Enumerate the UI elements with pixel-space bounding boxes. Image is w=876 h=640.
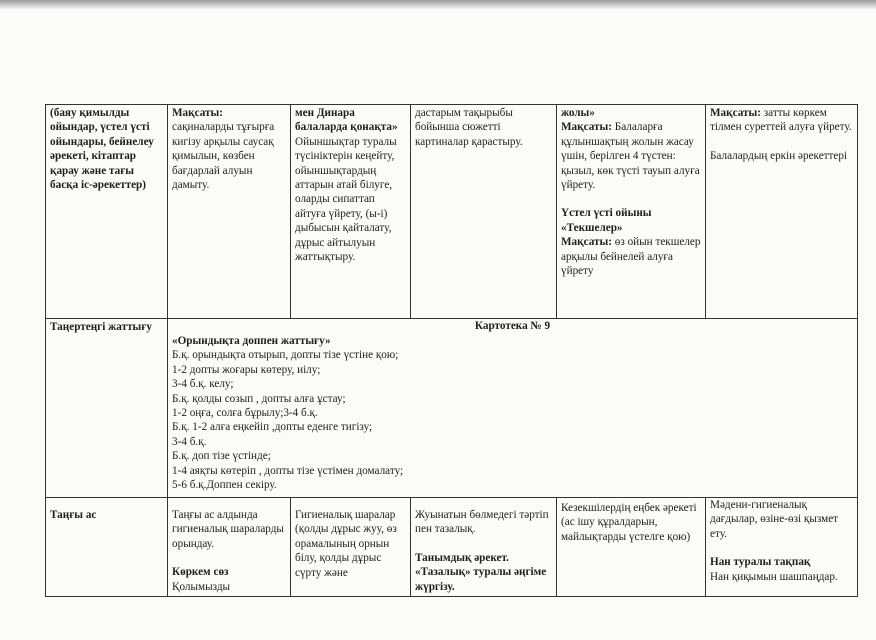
rhyme-text: Нан қиқымын шашпаңдар. [710, 570, 838, 583]
hygiene-text: Таңғы ас алдында гигиеналық шараларды орындау. [172, 509, 284, 550]
scan-edge [0, 0, 876, 9]
exercise-line: Б.қ. орындықта отырып, допты тізе үстіне қою; [172, 349, 399, 362]
row3-label: Таңғы ас [50, 509, 97, 521]
game-title: мен Динара балаларда қонақта» [295, 107, 398, 134]
game-title: жолы» [561, 107, 595, 119]
cognitive-activity: Танымдық әрекет. «Тазалық» туралы әңгіме жүргізу. [415, 551, 547, 593]
table-game-title: Үстел үсті ойыны «Текшелер» [561, 207, 652, 234]
poem-title: Көркем сөз [172, 566, 229, 579]
row1-cell-4 [410, 104, 556, 318]
free-activity-text: Балалардың еркін әрекеттері [710, 149, 848, 162]
order-text: Жуынатын бөлмедегі тәртіп пен тазалық. [415, 509, 549, 536]
exercise-line: Б.қ. доп тізе үстінде; [172, 450, 271, 463]
row1-cell-3 [290, 104, 410, 318]
exercise-line: 1-2 оңға, солға бұрылу;3-4 б.қ. [172, 407, 318, 420]
row1-cell-6 [705, 104, 858, 318]
goal-label: Мақсаты: [710, 107, 761, 119]
row1-cell-5 [556, 104, 705, 318]
row1-cell-2 [167, 104, 290, 318]
row2-label: Таңертеңгі жаттығу [50, 321, 152, 333]
skills-text: Мәдени-гигиеналық дағдылар, өзіне-өзі қызмет ету. [710, 499, 839, 540]
goal-text: затты көркем тілмен суреттей алуға үйрету. [710, 107, 852, 134]
row3-label-cell [45, 497, 167, 597]
card-number: Картотека № 9 [474, 320, 551, 332]
goal-text: сақиналарды тұғырға кигізу арқылы саусақ қимылын, көзбен бағдарлай алуын дамыту. [172, 121, 275, 192]
game-text: Ойыншықтар туралы түсініктерін кеңейту, ойыншықтардың аттарын атай білуге, оларды сипаттап айтуға үйрету, (ы-і) дыбысын қайталату, дұрыс айтылуын жаттықтыру. [295, 135, 397, 264]
poem-text: Қолымызды [172, 580, 231, 593]
exercise-line: 1-4 аяқты көтеріп , допты тізе үстімен домалату; [172, 464, 404, 477]
exercise-line: 5-6 б.қ.Доппен секіру. [172, 479, 277, 492]
exercise-line: Б.қ. 1-2 алға еңкейіп ,допты еденге тигізу; [172, 421, 373, 434]
hygiene-text: Гигиеналық шаралар (қолды дұрыс жуу, өз орамалының орнын білу, қолды дұрыс сүрту және [295, 509, 397, 579]
row3-cell-6 [705, 497, 858, 597]
goal-text: өз ойын текшелер арқылы бейнелей алуға үйрету [561, 236, 701, 278]
goal-label: Мақсаты: [561, 236, 612, 249]
activity-text: дастарым тақырыбы бойынша сюжетті картиналар қарастыру. [415, 107, 523, 148]
exercise-line: Б.қ. қолды созып , допты алға ұстау; [172, 392, 346, 405]
row3-cell-5 [556, 497, 705, 597]
goal-text: Балаларға құлыншақтың жолын жасау үшін, берілген 4 түстен: қызыл, көк түсті тауып алуға үйрету. [561, 121, 700, 192]
row3-cell-4 [410, 497, 556, 597]
row3-cell-2 [167, 497, 290, 597]
morning-exercise-cell [167, 318, 858, 497]
row1-label-cell [45, 104, 167, 318]
row3-cell-3 [290, 497, 410, 597]
exercise-line: 1-2 допты жоғары көтеру, иілу; [172, 363, 321, 376]
goal-label: Мақсаты: [172, 107, 223, 119]
exercise-line: 3-4 б.қ. [172, 435, 207, 448]
row1-label: (баяу қимылды ойындар, үстел үсті ойындары, бейнелеу әрекеті, кітаптар қарау және тағы басқа іс-әрекеттер) [50, 107, 154, 192]
goal-label: Мақсаты: [561, 121, 612, 134]
row2-label-cell [45, 318, 167, 497]
rhyme-title: Нан туралы тақпақ [710, 556, 811, 569]
duty-text: Кезекшілердің еңбек әрекеті (ас ішу құралдарын, майлықтарды үстелге қою) [561, 502, 697, 543]
exercise-line: 3-4 б.қ. келу; [172, 378, 234, 391]
exercise-title: «Орындықта доппен жаттығу» [172, 335, 331, 347]
